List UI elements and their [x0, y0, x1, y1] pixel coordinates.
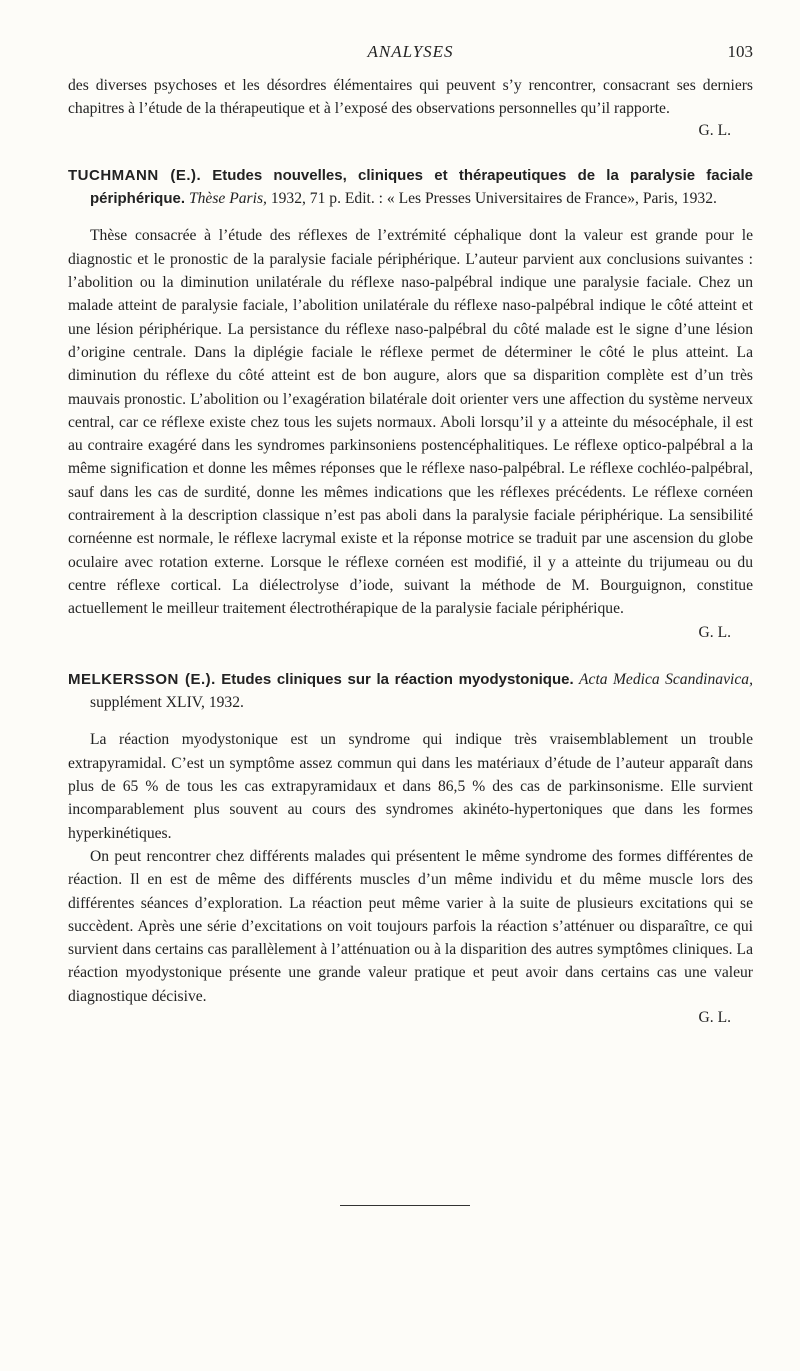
review-1-signature: G. L.	[698, 623, 731, 641]
review-2-details: supplément XLIV, 1932.	[90, 694, 244, 712]
review-1-reference	[68, 164, 753, 211]
review-1-source: Thèse Paris,	[188, 190, 267, 208]
review-1-title: Etudes nouvelles, cliniques et thérapeutiques de la paralysie faciale périphérique.	[90, 166, 754, 208]
review-1-author: TUCHMANN (E.).	[68, 166, 202, 184]
page-header	[68, 40, 753, 66]
intro-paragraph: des diverses psychoses et les désordres élémentaires qui peuvent s’y rencontrer, consacrant ses derniers chapitres à l’étude de la thérapeutique et à l’exposé des observations personnelles qu’il rapporte.	[68, 77, 753, 118]
review-2-paragraph-1: La réaction myodystonique est un syndrome qui indique très vraisemblablement un trouble extrapyramidal. C’est un symptôme assez commun qui dans les matériaux d’étude de l’auteur apparaît dans plus de 65 % de tous les cas extrapyramidaux et dans 86,5 % des cas de parkinsonisme. Elle survient incomparablement plus souvent au cours des syndromes akinéto-hypertoniques que dans les formes hyperkinétiques.	[68, 731, 753, 842]
review-1-body: Thèse consacrée à l’étude des réflexes de l’extrémité céphalique dont la valeur est grande pour le diagnostic et le pronostic de la paralysie faciale périphérique. L’auteur parvient aux conclusions suivantes : l’abolition ou la diminution unilatérale du réflexe naso-palpébral indique une paralysie faciale. Chez un malade atteint de paralysie faciale, l’abolition unilatérale du réflexe naso-palpébral indique le côté atteint et une lésion périphérique. La persistance du réflexe naso-palpébral du côté malade est le signe d’une lésion d’origine centrale. Dans la diplégie faciale le réflexe permet de déterminer le côté le plus atteint. La diminution du réflexe du côté atteint est de bon augure, alors que sa disparition complète est d’un très mauvais pronostic. L’abolition ou l’exagération bilatérale doit orienter vers une affection du système nerveux central, car ce réflexe existe chez tous les sujets normaux. Aboli lorsqu’il y a atteinte du mésocéphale, il est au contraire exagéré dans les syndromes parkinsoniens postencéphalitiques. Le réflexe optico-palpébral a la même signification et donne les mêmes réponses que le réflexe naso-palpébral. Le réflexe cochléo-palpébral, sauf dans les cas de surdité, donne les mêmes indications que les réflexes précédents. Le réflexe cornéen contrairement à la description classique n’est pas aboli dans la paralysie faciale périphérique. La sensibilité cornéenne est normale, le réflexe lacrymal existe et la réponse motrice se traduit par une ascension du globe oculaire avec rotation externe. Lorsque le réflexe cornéen est modifié, il y a atteinte du trijumeau ou du centre réflexe cortical. La diélectrolyse d’iode, suivant la méthode de M. Bourguignon, constitue actuellement le meilleur traitement électrothérapique de la paralysie faciale périphérique.	[68, 227, 753, 618]
review-1-details: 1932, 71 p. Edit. : « Les Presses Universitaires de France», Paris, 1932.	[270, 190, 717, 208]
review-2-title: Etudes cliniques sur la réaction myodystonique.	[221, 670, 574, 688]
review-2-paragraph-2: On peut rencontrer chez différents malades qui présentent le même syndrome des formes différentes de réaction. Il en est de même des différents muscles d’un même individu et du même muscle lors des différentes séances d’exploration. La réaction peut même varier à la suite de plusieurs excitations qui se succèdent. Après une série d’excitations on voit toujours parfois la réaction s’atténuer ou disparaître, ce qui survient dans certains cas parallèlement à l’atténuation ou à la disparition des autres symptômes cliniques. La réaction myodystonique présente une grande valeur pratique et peut avoir dans certains cas une valeur diagnostique décisive.	[68, 847, 753, 1005]
closing-rule	[340, 1205, 470, 1206]
intro-signature: G. L.	[698, 121, 731, 139]
review-2-author: MELKERSSON (E.).	[68, 670, 216, 688]
review-2-reference	[68, 668, 753, 715]
review-2-source: Acta Medica Scandinavica,	[579, 670, 753, 688]
running-title: ANALYSES	[367, 42, 454, 61]
page-number: 103	[727, 42, 753, 61]
page-body	[68, 74, 753, 1029]
review-2-signature: G. L.	[698, 1008, 731, 1026]
